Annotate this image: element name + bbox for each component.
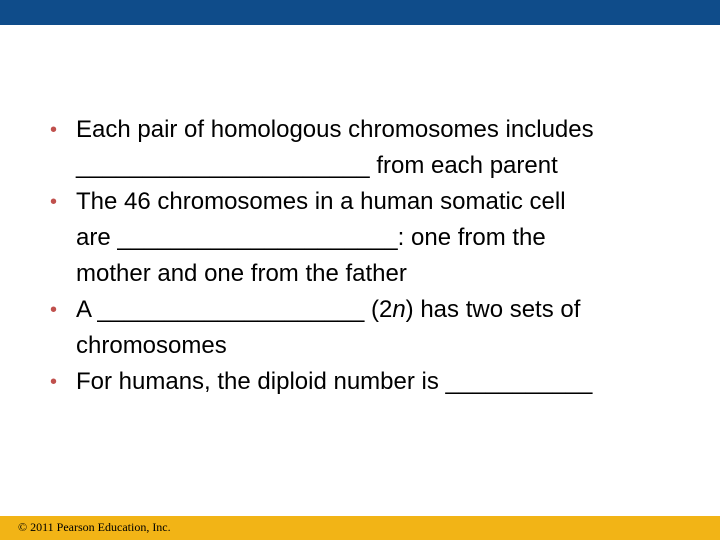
copyright-notice: © 2011 Pearson Education, Inc.	[18, 520, 171, 534]
bullet-list	[46, 112, 696, 400]
bullet-line: For humans, the diploid number is ___________	[76, 368, 593, 395]
italic-n: n	[392, 296, 406, 323]
bullet-item-diploid-number	[46, 364, 696, 400]
bullet-line-suffix: ) has two sets of	[405, 296, 581, 323]
bullet-line: ______________________ from each parent	[76, 152, 558, 179]
bullet-icon: •	[50, 299, 58, 321]
top-banner	[0, 0, 720, 25]
slide-content	[46, 112, 696, 400]
bullet-line: The 46 chromosomes in a human somatic cell	[76, 188, 566, 215]
bullet-icon: •	[50, 371, 58, 393]
bullet-icon: •	[50, 119, 58, 141]
bullet-item-46-chromosomes	[46, 184, 696, 292]
bullet-line-prefix: A ____________________ (2	[76, 296, 393, 323]
bullet-line: mother and one from the father	[76, 260, 407, 287]
bottom-banner	[0, 516, 720, 540]
bullet-line: are _____________________: one from the	[76, 224, 546, 251]
bullet-item-diploid-cell	[46, 292, 696, 364]
bullet-line: chromosomes	[76, 332, 227, 359]
bullet-line: Each pair of homologous chromosomes includes	[76, 116, 594, 143]
bullet-icon: •	[50, 191, 58, 213]
bullet-item-homologous-pairs	[46, 112, 696, 184]
